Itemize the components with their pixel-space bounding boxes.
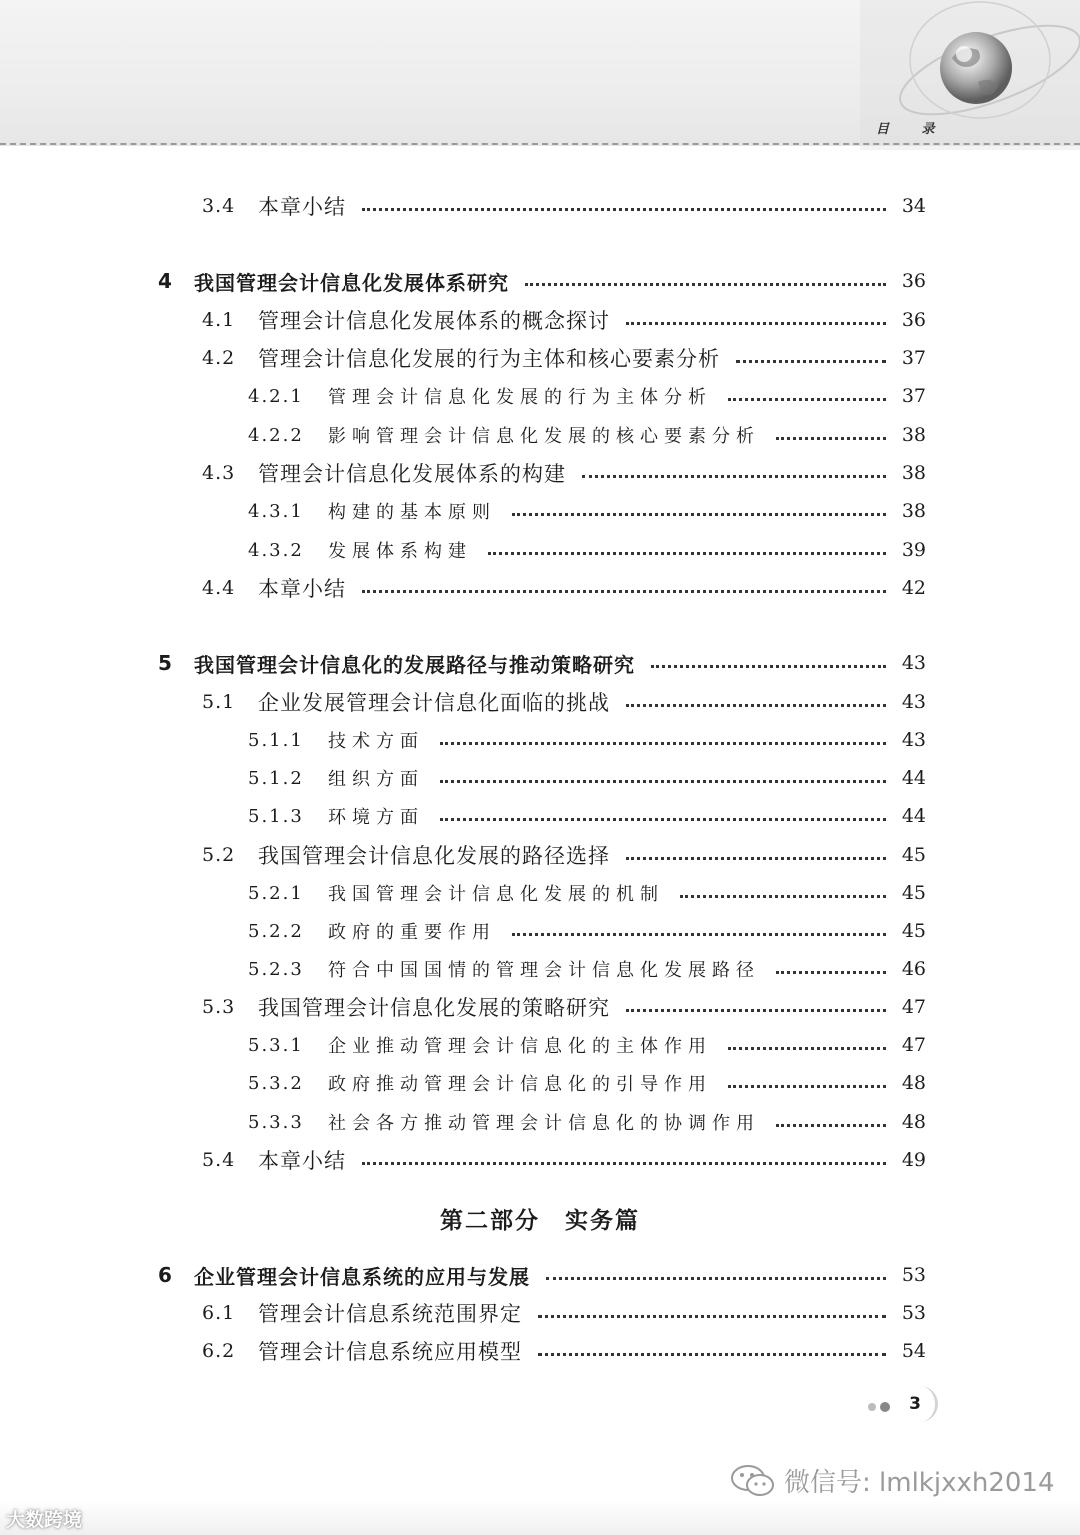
toc-entry-number: 6 — [158, 1263, 172, 1287]
toc-leader-dots — [776, 971, 886, 974]
toc-entry-page: 53 — [901, 1264, 926, 1286]
toc-entry-title: 本章小结 — [258, 577, 346, 601]
toc-entry-title: 管理会计信息化发展的行为主体分析 — [328, 387, 712, 408]
toc-leader-dots — [546, 1277, 886, 1280]
toc-leader-dots — [651, 665, 886, 668]
toc-entry — [248, 916, 926, 946]
toc-leader-dots — [728, 398, 886, 401]
toc-entry-number: 4.3 — [202, 462, 236, 484]
toc-entry-number: 4 — [158, 269, 172, 293]
toc-entry-page: 39 — [901, 539, 926, 561]
toc-entry — [248, 878, 926, 908]
toc-entry-page: 43 — [901, 652, 926, 674]
toc-entry-number: 5.3.1 — [248, 1034, 304, 1056]
toc-entry-number: 5.2.1 — [248, 882, 304, 904]
toc-entry — [202, 1145, 926, 1175]
toc-entry — [248, 801, 926, 831]
toc-entry — [202, 992, 926, 1022]
toc-entry-title: 环境方面 — [328, 807, 424, 828]
toc-entry — [248, 1068, 926, 1098]
toc-entry — [248, 496, 926, 526]
toc-entry — [202, 1298, 926, 1328]
toc-entry-number: 5.4 — [202, 1149, 236, 1171]
toc-entry-number: 5.3 — [202, 996, 236, 1018]
toc-leader-dots — [776, 1124, 886, 1127]
page-dots-icon — [866, 1399, 896, 1413]
toc-entry-number: 5.1 — [202, 691, 236, 713]
toc-leader-dots — [525, 283, 886, 286]
toc-entry-page: 44 — [901, 805, 926, 827]
toc-entry-number: 5.3.3 — [248, 1111, 304, 1133]
toc-entry-title: 企业管理会计信息系统的应用与发展 — [194, 1264, 530, 1289]
toc-entry-page: 53 — [901, 1302, 926, 1324]
toc-entry-page: 45 — [901, 844, 926, 866]
toc-entry — [158, 1260, 926, 1290]
toc-leader-dots — [582, 475, 886, 478]
toc-entry-title: 发展体系构建 — [328, 541, 472, 562]
toc-entry-title: 政府的重要作用 — [328, 922, 496, 943]
watermark-text: 微信号: lmlkjxxh2014 — [784, 1468, 1055, 1498]
toc-entry-page: 43 — [901, 691, 926, 713]
toc-entry-number: 4.2.1 — [248, 385, 304, 407]
toc-entry — [248, 535, 926, 565]
toc-entry-title: 技术方面 — [328, 731, 424, 752]
toc-entry-title: 管理会计信息系统应用模型 — [258, 1340, 522, 1364]
toc-entry-title: 本章小结 — [258, 1149, 346, 1173]
page-number: 3 — [895, 1386, 938, 1422]
toc-entry — [248, 763, 926, 793]
toc-entry-page: 38 — [901, 500, 926, 522]
toc-entry — [248, 1030, 926, 1060]
toc-entry-title: 管理会计信息化发展体系的构建 — [258, 462, 566, 486]
toc-entry-title: 政府推动管理会计信息化的引导作用 — [328, 1074, 712, 1095]
toc-entry-number: 5.2.2 — [248, 920, 304, 942]
toc-entry — [248, 725, 926, 755]
toc-entry-number: 6.2 — [202, 1340, 236, 1362]
toc-entry — [248, 420, 926, 450]
toc-leader-dots — [488, 552, 886, 555]
toc-entry-number: 4.2 — [202, 347, 236, 369]
bottom-band — [0, 1500, 1080, 1535]
toc-entry-number: 5.1.1 — [248, 729, 304, 751]
toc-leader-dots — [362, 208, 886, 211]
wechat-icon — [730, 1464, 776, 1498]
toc-entry-page: 38 — [901, 424, 926, 446]
toc-entry-number: 5.1.2 — [248, 767, 304, 789]
toc-entry-page: 37 — [901, 385, 926, 407]
toc-entry-number: 5 — [158, 651, 172, 675]
toc-entry — [202, 573, 926, 603]
toc-entry-number: 4.3.2 — [248, 539, 304, 561]
toc-entry-page: 47 — [901, 996, 926, 1018]
toc-entry-page: 46 — [901, 958, 926, 980]
toc-leader-dots — [362, 1162, 886, 1165]
toc-leader-dots — [440, 742, 886, 745]
toc-entry — [158, 648, 926, 678]
toc-entry — [202, 305, 926, 335]
toc-entry-title: 我国管理会计信息化发展的路径选择 — [258, 844, 610, 868]
toc-entry-page: 42 — [901, 577, 926, 599]
toc-entry — [202, 840, 926, 870]
header-section-label: 目 录 — [876, 122, 949, 137]
toc-entry-page: 47 — [901, 1034, 926, 1056]
toc-entry-title: 社会各方推动管理会计信息化的协调作用 — [328, 1113, 760, 1134]
toc-entry-title: 我国管理会计信息化的发展路径与推动策略研究 — [194, 652, 635, 677]
header-divider — [0, 143, 1080, 145]
toc-leader-dots — [512, 933, 886, 936]
toc-entry-title: 管理会计信息化发展体系的概念探讨 — [258, 309, 610, 333]
toc-entry-page: 43 — [901, 729, 926, 751]
toc-entry-number: 5.1.3 — [248, 805, 304, 827]
toc-entry — [202, 191, 926, 221]
toc-leader-dots — [680, 895, 886, 898]
toc-leader-dots — [362, 590, 886, 593]
toc-entry-title: 我国管理会计信息化发展的策略研究 — [258, 996, 610, 1020]
toc-entry-number: 3.4 — [202, 195, 236, 217]
toc-entry-page: 45 — [901, 920, 926, 942]
toc-entry-number: 4.1 — [202, 309, 236, 331]
toc-entry — [202, 343, 926, 373]
toc-entry-number: 5.3.2 — [248, 1072, 304, 1094]
toc-entry-number: 6.1 — [202, 1302, 236, 1324]
toc-entry-page: 54 — [901, 1340, 926, 1362]
toc-entry-title: 本章小结 — [258, 195, 346, 219]
toc-entry-title: 企业发展管理会计信息化面临的挑战 — [258, 691, 610, 715]
toc-entry-title: 构建的基本原则 — [328, 502, 496, 523]
toc-entry-number: 4.3.1 — [248, 500, 304, 522]
toc-leader-dots — [736, 360, 886, 363]
toc-entry-page: 44 — [901, 767, 926, 789]
toc-entry-page: 34 — [901, 195, 926, 217]
corner-mark: 大数跨境 — [6, 1509, 83, 1531]
watermark — [730, 1462, 1055, 1499]
toc-leader-dots — [512, 513, 886, 516]
toc-entry — [248, 381, 926, 411]
toc-entry-number: 4.4 — [202, 577, 236, 599]
toc-entry-page: 37 — [901, 347, 926, 369]
toc-entry-page: 36 — [901, 309, 926, 331]
part-title: 第二部分 实务篇 — [440, 1208, 640, 1234]
toc-leader-dots — [626, 1009, 886, 1012]
toc-entry — [158, 266, 926, 296]
toc-entry-page: 45 — [901, 882, 926, 904]
toc-entry-title: 我国管理会计信息化发展体系研究 — [194, 270, 509, 295]
toc-leader-dots — [626, 857, 886, 860]
toc-leader-dots — [440, 780, 886, 783]
toc-entry — [248, 1107, 926, 1137]
toc-entry-title: 管理会计信息系统范围界定 — [258, 1302, 522, 1326]
toc-entry-number: 4.2.2 — [248, 424, 304, 446]
toc-leader-dots — [728, 1085, 886, 1088]
toc-entry-title: 影响管理会计信息化发展的核心要素分析 — [328, 426, 760, 447]
toc-entry-title: 管理会计信息化发展的行为主体和核心要素分析 — [258, 347, 720, 371]
toc-entry-page: 48 — [901, 1111, 926, 1133]
toc-entry-title: 组织方面 — [328, 769, 424, 790]
toc-entry-page: 49 — [901, 1149, 926, 1171]
toc-leader-dots — [538, 1315, 886, 1318]
toc-entry-page: 38 — [901, 462, 926, 484]
toc-entry — [202, 687, 926, 717]
toc-entry — [248, 954, 926, 984]
toc-entry-title: 符合中国国情的管理会计信息化发展路径 — [328, 960, 760, 981]
toc-entry — [202, 1336, 926, 1366]
toc-leader-dots — [538, 1353, 886, 1356]
toc-entry-page: 48 — [901, 1072, 926, 1094]
toc-entry-number: 5.2 — [202, 844, 236, 866]
toc-entry-title: 企业推动管理会计信息化的主体作用 — [328, 1036, 712, 1057]
toc-leader-dots — [440, 818, 886, 821]
toc-entry — [202, 458, 926, 488]
toc-entry-page: 36 — [901, 270, 926, 292]
toc-entry-number: 5.2.3 — [248, 958, 304, 980]
toc-leader-dots — [728, 1047, 886, 1050]
toc-entry-title: 我国管理会计信息化发展的机制 — [328, 884, 664, 905]
toc-leader-dots — [626, 322, 886, 325]
toc-leader-dots — [776, 437, 886, 440]
toc-leader-dots — [626, 704, 886, 707]
